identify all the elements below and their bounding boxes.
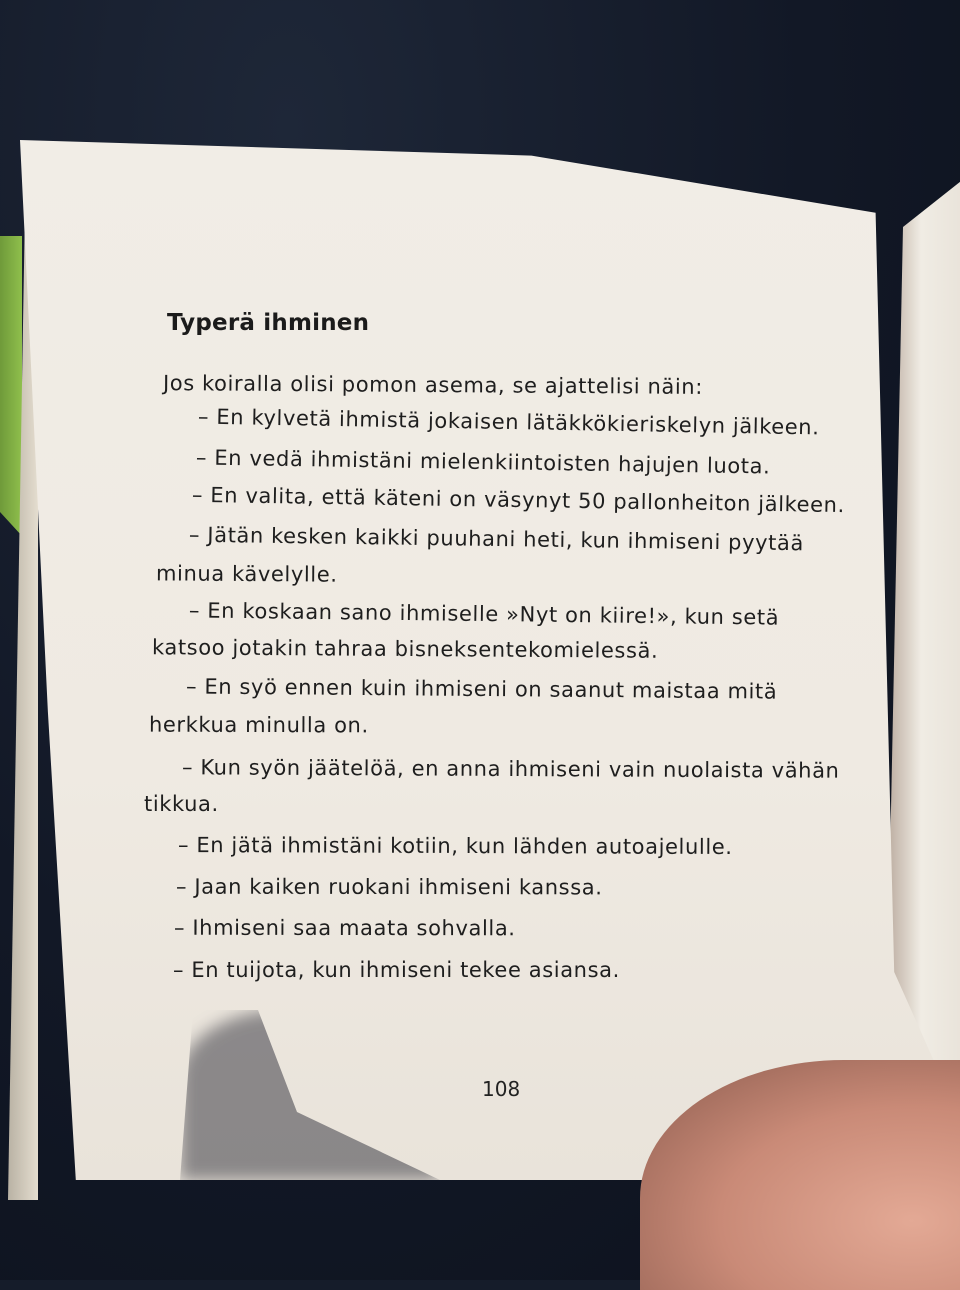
text-line: – En jätä ihmistäni kotiin, kun lähden autoajelulle. <box>177 833 733 859</box>
text-line: herkkua minulla on. <box>148 712 369 738</box>
text-line: – Kun syön jäätelöä, en anna ihmiseni vain nuolaista vähän <box>181 755 840 783</box>
text-line: katsoo jotakin tahraa bisneksentekomielessä. <box>151 635 659 663</box>
text-line: – En kylvetä ihmistä jokaisen lätäkkökieriskelyn jälkeen. <box>197 404 820 440</box>
text-line: – En valita, että käteni on väsynyt 50 pallonheiton jälkeen. <box>191 482 846 518</box>
text-line: – Jaan kaiken ruokani ihmiseni kanssa. <box>175 874 603 900</box>
text-line: minua kävelylle. <box>155 561 338 587</box>
text-line: tikkua. <box>144 792 219 816</box>
text-line: – En syö ennen kuin ihmiseni on saanut maistaa mitä <box>185 674 778 704</box>
green-book-cover <box>0 236 22 536</box>
text-line: – En tuijota, kun ihmiseni tekee asiansa. <box>173 958 620 982</box>
page-title: Typerä ihminen <box>167 310 370 336</box>
text-line: Jos koiralla olisi pomon asema, se ajattelisi näin: <box>162 371 703 399</box>
text-line: – Jätän kesken kaikki puuhani heti, kun ihmiseni pyytää <box>188 522 805 556</box>
page-number: 108 <box>482 1077 521 1101</box>
text-line: – En koskaan sano ihmiselle »Nyt on kiire!», kun setä <box>188 598 780 630</box>
text-line: – En vedä ihmistäni mielenkiintoisten hajujen luota. <box>195 445 771 479</box>
text-line: – Ihmiseni saa maata sohvalla. <box>173 915 516 941</box>
